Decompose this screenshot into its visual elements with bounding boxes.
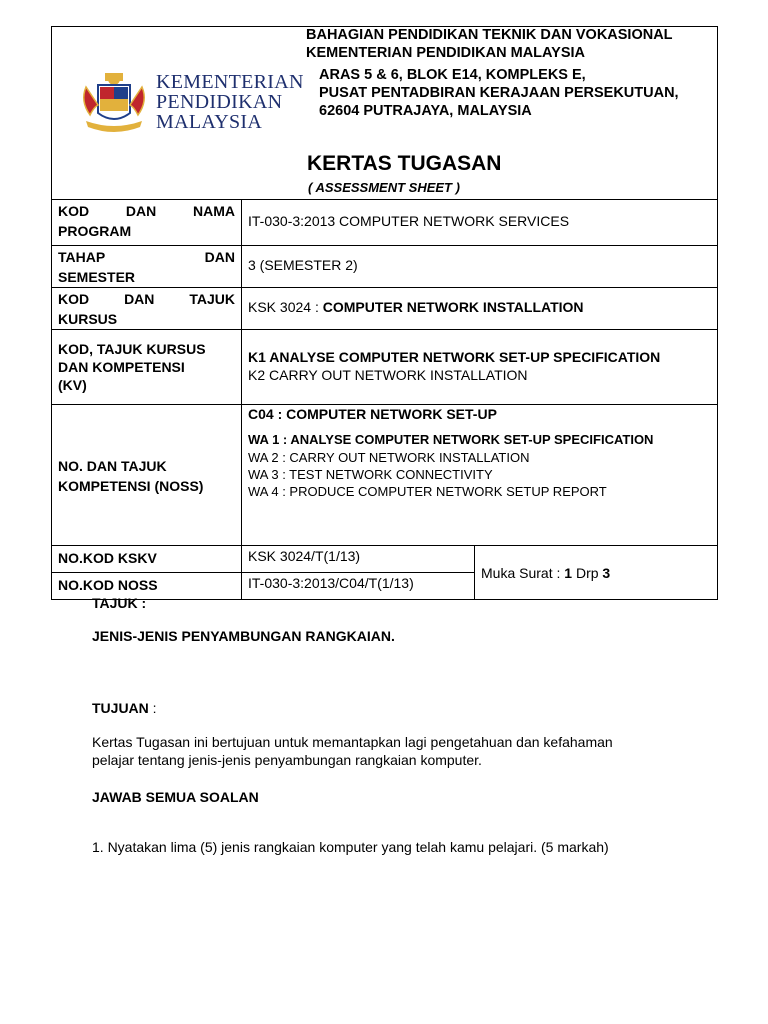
org-line-2: KEMENTERIAN PENDIDIKAN MALAYSIA <box>306 45 586 61</box>
org-line-4: PUSAT PENTADBIRAN KERAJAAN PERSEKUTUAN, <box>319 85 679 101</box>
tahap-label: TAHAP DAN SEMESTER <box>52 246 242 288</box>
kursus-label: KOD DAN TAJUK KURSUS <box>52 288 242 330</box>
org-line-3: ARAS 5 & 6, BLOK E14, KOMPLEKS E, <box>319 67 586 83</box>
ministry-wordmark <box>156 72 304 132</box>
kursus-value: KSK 3024 : COMPUTER NETWORK INSTALLATION <box>242 288 718 330</box>
kv-label: KOD, TAJUK KURSUS DAN KOMPETENSI (KV) <box>52 330 242 405</box>
sheet-title: KERTAS TUGASAN <box>307 152 502 175</box>
noss-code-value: IT-030-3:2013/C04/T(1/13) <box>242 573 475 600</box>
tujuan-line-2: pelajar tentang jenis-jenis penyambungan rangkaian komputer. <box>92 752 482 768</box>
org-line-1: BAHAGIAN PENDIDIKAN TEKNIK DAN VOKASIONAL <box>306 27 673 43</box>
page-number: Muka Surat : 1 Drp 3 <box>475 546 718 600</box>
tajuk-label: TAJUK : <box>92 595 147 611</box>
tujuan-heading: TUJUAN : <box>92 700 157 716</box>
wordmark-line-3: MALAYSIA <box>156 111 263 133</box>
org-line-5: 62604 PUTRAJAYA, MALAYSIA <box>319 103 532 119</box>
tahap-value: 3 (SEMESTER 2) <box>242 246 718 288</box>
noss-label: NO. DAN TAJUK KOMPETENSI (NOSS) <box>52 405 242 546</box>
assessment-sheet-table <box>51 26 718 600</box>
kskv-label: NO.KOD KSKV <box>52 546 242 573</box>
tajuk-value: JENIS-JENIS PENYAMBUNGAN RANGKAIAN. <box>92 628 395 644</box>
program-label: KOD DAN NAMA PROGRAM <box>52 200 242 246</box>
sheet-subtitle: ( ASSESSMENT SHEET ) <box>308 180 460 195</box>
noss-code-label: NO.KOD NOSS <box>52 573 242 600</box>
tujuan-line-1: Kertas Tugasan ini bertujuan untuk memantapkan lagi pengetahuan dan kefahaman <box>92 734 613 750</box>
wordmark-line-1: KEMENTERIAN <box>156 71 304 93</box>
wordmark-line-2: PENDIDIKAN <box>156 91 283 113</box>
noss-value: C04 : COMPUTER NETWORK SET-UP WA 1 : ANALYSE COMPUTER NETWORK SET-UP SPECIFICATION WA 2 : CARRY OUT NETWORK INSTALLATION WA 3 : TEST NETWORK CONNECTIVITY WA 4 : PRODUCE COMPUTER NETWORK SETUP REPORT <box>242 405 718 546</box>
program-value: IT-030-3:2013 COMPUTER NETWORK SERVICES <box>242 200 718 246</box>
sheet-header <box>52 27 718 200</box>
kv-value: K1 ANALYSE COMPUTER NETWORK SET-UP SPECIFICATION K2 CARRY OUT NETWORK INSTALLATION <box>242 330 718 405</box>
instruction: JAWAB SEMUA SOALAN <box>92 789 259 805</box>
kskv-value: KSK 3024/T(1/13) <box>242 546 475 573</box>
question-1: 1. Nyatakan lima (5) jenis rangkaian komputer yang telah kamu pelajari. (5 markah) <box>92 839 609 855</box>
